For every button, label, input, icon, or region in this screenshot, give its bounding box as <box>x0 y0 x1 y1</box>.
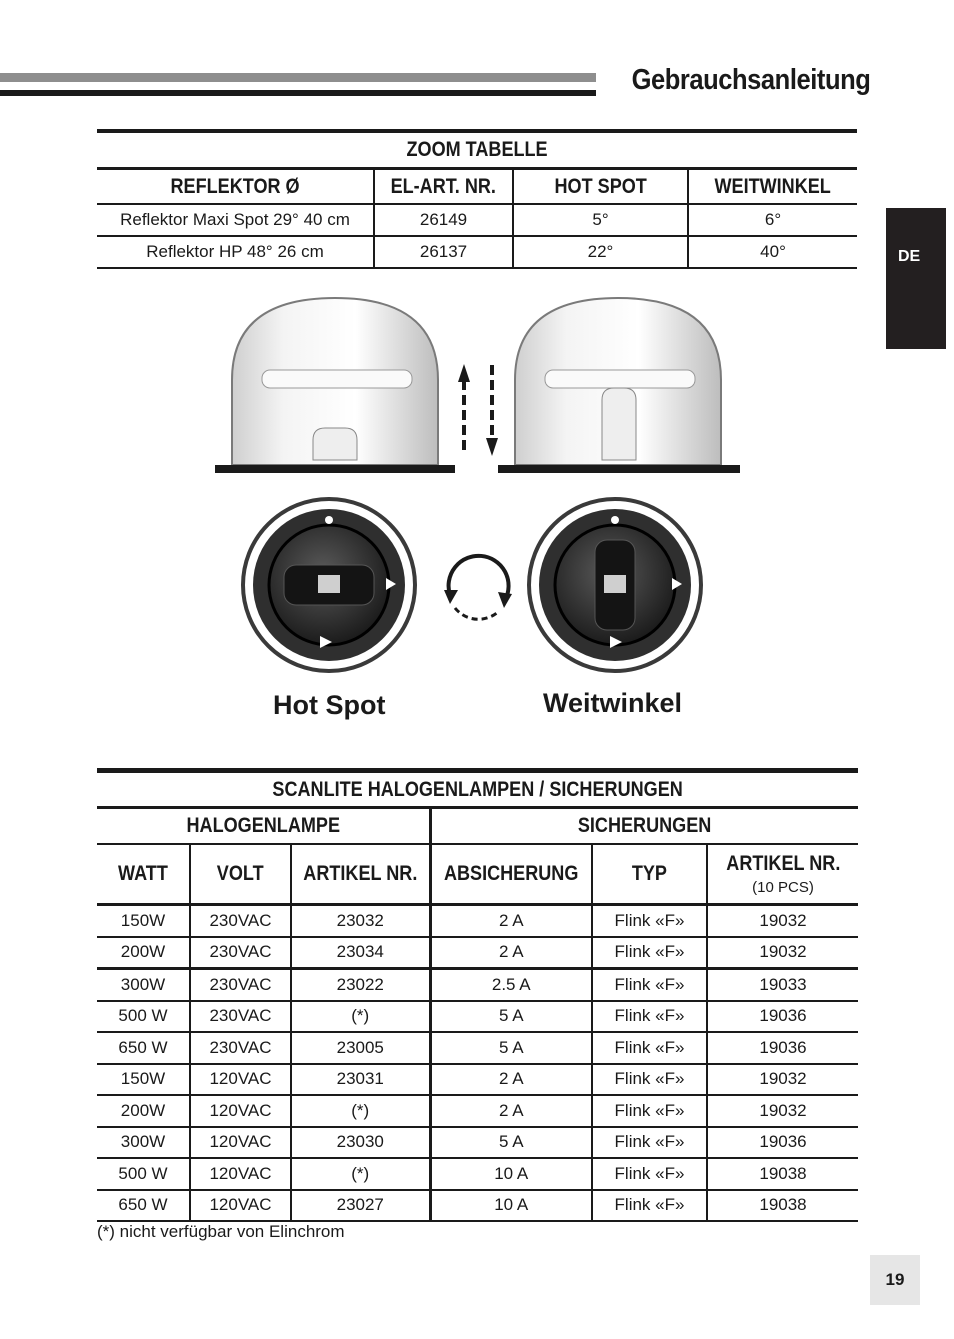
table-row <box>97 905 858 937</box>
table-cell: 26149 <box>374 204 513 236</box>
table-row <box>97 1095 858 1127</box>
language-tab <box>886 208 946 349</box>
table-cell: 23034 <box>291 937 430 969</box>
table-cell: 40° <box>688 236 857 268</box>
table-cell: 120VAC <box>190 1158 291 1190</box>
table-cell: 230VAC <box>190 969 291 1001</box>
table-row <box>97 1064 858 1096</box>
table-cell: 500 W <box>97 1001 190 1033</box>
table-cell: 19038 <box>707 1190 858 1222</box>
table-row <box>97 236 857 268</box>
col-header-watt: WATT <box>118 862 168 885</box>
table-row <box>97 1032 858 1064</box>
table-row <box>97 1001 858 1033</box>
table-cell: Flink «F» <box>592 969 707 1001</box>
table-cell: 650 W <box>97 1032 190 1064</box>
footnote: (*) nicht verfügbar von Elinchrom <box>97 1222 345 1241</box>
table-cell: 10 A <box>430 1158 592 1190</box>
table-cell: 2 A <box>430 905 592 937</box>
col-header-typ: TYP <box>631 862 668 885</box>
language-label: DE <box>898 248 921 265</box>
col-header-artikel-fuse: ARTIKEL NR. <box>725 852 841 875</box>
table-cell: 23027 <box>291 1190 430 1222</box>
page-title: Gebrauchsanleitung <box>631 64 870 96</box>
table-cell: 19032 <box>707 1095 858 1127</box>
col-subheader-pcs: (10 PCS) <box>752 879 814 896</box>
table-cell: 23005 <box>291 1032 430 1064</box>
up-down-arrow-icon <box>458 364 498 456</box>
table-cell: 120VAC <box>190 1095 291 1127</box>
table-cell: 230VAC <box>190 905 291 937</box>
caption-weitwinkel: Weitwinkel <box>543 688 683 718</box>
table-cell: 19032 <box>707 1064 858 1096</box>
table-cell: 230VAC <box>190 1032 291 1064</box>
zoom-table <box>97 129 857 269</box>
header-rule-gray <box>0 73 596 82</box>
table-cell: 120VAC <box>190 1127 291 1159</box>
table-cell: Flink «F» <box>592 1127 707 1159</box>
table-cell: 200W <box>97 937 190 969</box>
table-cell: 300W <box>97 1127 190 1159</box>
table-cell: 19036 <box>707 1001 858 1033</box>
table-cell: 19036 <box>707 1032 858 1064</box>
table-cell: 19032 <box>707 937 858 969</box>
table-cell: 230VAC <box>190 1001 291 1033</box>
table-cell: 19036 <box>707 1127 858 1159</box>
zoom-col-header: REFLEKTOR Ø <box>170 174 300 198</box>
header-rule-black <box>0 90 596 96</box>
table-cell: 500 W <box>97 1158 190 1190</box>
table-cell: 2.5 A <box>430 969 592 1001</box>
table-cell: 150W <box>97 1064 190 1096</box>
table-row <box>97 204 857 236</box>
zoom-knob-hotspot-icon <box>243 499 415 671</box>
table-cell: 5 A <box>430 1127 592 1159</box>
table-cell: 2 A <box>430 1095 592 1127</box>
table-row <box>97 969 858 1001</box>
table-cell: 150W <box>97 905 190 937</box>
table-cell: 5 A <box>430 1001 592 1033</box>
zoom-knob-wide-icon <box>529 499 701 671</box>
table-cell: 5° <box>513 204 688 236</box>
table-row <box>97 1190 858 1222</box>
glass-dome-right <box>498 298 740 473</box>
reflector-zoom-illustration <box>200 290 760 730</box>
table-cell: Flink «F» <box>592 937 707 969</box>
table-cell: 10 A <box>430 1190 592 1222</box>
table-cell: 2 A <box>430 937 592 969</box>
table-cell: 23022 <box>291 969 430 1001</box>
table-cell: 300W <box>97 969 190 1001</box>
table-cell: Flink «F» <box>592 905 707 937</box>
zoom-col-header: WEITWINKEL <box>714 174 832 198</box>
table-cell: Reflektor HP 48° 26 cm <box>97 236 374 268</box>
table-cell: 5 A <box>430 1032 592 1064</box>
table-cell: 23030 <box>291 1127 430 1159</box>
rotate-icon <box>444 556 512 619</box>
table-cell: 200W <box>97 1095 190 1127</box>
zoom-col-header: HOT SPOT <box>554 174 647 198</box>
col-header-absicherung: ABSICHERUNG <box>444 862 579 885</box>
table-cell: Reflektor Maxi Spot 29° 40 cm <box>97 204 374 236</box>
page-number: 19 <box>870 1255 920 1305</box>
group-header-halogenlampe: HALOGENLAMPE <box>185 814 340 837</box>
table-row <box>97 1158 858 1190</box>
table-cell: 19032 <box>707 905 858 937</box>
table-cell: Flink «F» <box>592 1032 707 1064</box>
group-header-sicherungen: SICHERUNGEN <box>578 814 712 837</box>
halogen-table-title: SCANLITE HALOGENLAMPEN / SICHERUNGEN <box>272 777 683 801</box>
col-header-artikel: ARTIKEL NR. <box>303 862 418 885</box>
zoom-col-header: EL-ART. NR. <box>390 174 497 198</box>
table-cell: Flink «F» <box>592 1064 707 1096</box>
table-cell: (*) <box>291 1158 430 1190</box>
table-row <box>97 937 858 969</box>
table-cell: (*) <box>291 1001 430 1033</box>
table-cell: 6° <box>688 204 857 236</box>
table-cell: 23032 <box>291 905 430 937</box>
table-cell: 120VAC <box>190 1064 291 1096</box>
table-cell: Flink «F» <box>592 1001 707 1033</box>
table-cell: 19033 <box>707 969 858 1001</box>
table-cell: (*) <box>291 1095 430 1127</box>
table-cell: Flink «F» <box>592 1158 707 1190</box>
zoom-table-title: ZOOM TABELLE <box>406 138 548 161</box>
caption-hot-spot: Hot Spot <box>273 690 386 720</box>
table-cell: 2 A <box>430 1064 592 1096</box>
table-cell: 22° <box>513 236 688 268</box>
table-row <box>97 1127 858 1159</box>
table-cell: 120VAC <box>190 1190 291 1222</box>
table-cell: 23031 <box>291 1064 430 1096</box>
halogen-table <box>97 768 858 1222</box>
table-cell: Flink «F» <box>592 1190 707 1222</box>
table-cell: 19038 <box>707 1158 858 1190</box>
col-header-volt: VOLT <box>217 862 264 885</box>
glass-dome-left <box>215 298 455 473</box>
table-cell: 26137 <box>374 236 513 268</box>
table-cell: Flink «F» <box>592 1095 707 1127</box>
table-cell: 230VAC <box>190 937 291 969</box>
table-cell: 650 W <box>97 1190 190 1222</box>
